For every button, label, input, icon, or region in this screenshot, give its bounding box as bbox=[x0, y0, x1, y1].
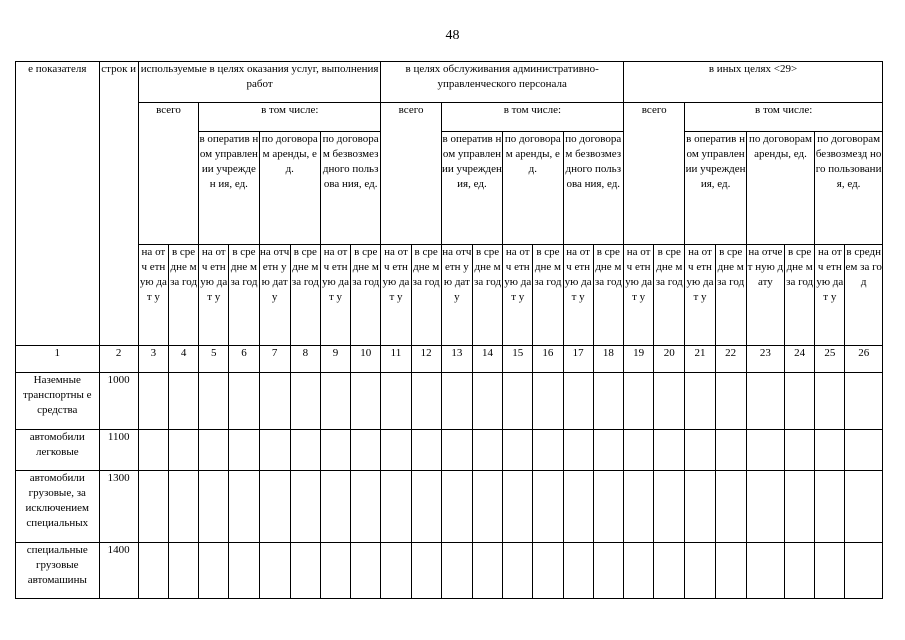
value-cell[interactable] bbox=[624, 471, 654, 543]
value-cell[interactable] bbox=[472, 543, 502, 599]
value-cell[interactable] bbox=[351, 373, 381, 430]
value-cell[interactable] bbox=[815, 543, 845, 599]
value-cell[interactable] bbox=[259, 543, 290, 599]
value-cell[interactable] bbox=[654, 430, 685, 471]
value-cell[interactable] bbox=[563, 471, 593, 543]
value-cell[interactable] bbox=[138, 471, 168, 543]
value-cell[interactable] bbox=[472, 430, 502, 471]
header-operational-b: в оператив ном управлен ии учрежден ия, ед. bbox=[441, 132, 502, 245]
value-cell[interactable] bbox=[533, 471, 563, 543]
column-number: 2 bbox=[99, 346, 138, 373]
header-operational-a: в оператив ном управлен ии учрежден ия, ед. bbox=[199, 132, 259, 245]
value-cell[interactable] bbox=[654, 373, 685, 430]
value-cell[interactable] bbox=[685, 430, 715, 471]
header-report-date: на отч етн ую дат у bbox=[199, 245, 229, 346]
header-avg-year: в сре дне м за год bbox=[290, 245, 320, 346]
header-avg-year: в сре дне м за год bbox=[411, 245, 441, 346]
column-number: 6 bbox=[229, 346, 259, 373]
row-code: 1300 bbox=[99, 471, 138, 543]
value-cell[interactable] bbox=[503, 471, 533, 543]
value-cell[interactable] bbox=[533, 430, 563, 471]
value-cell[interactable] bbox=[685, 471, 715, 543]
column-number: 13 bbox=[441, 346, 472, 373]
value-cell[interactable] bbox=[746, 373, 784, 430]
row-name: Наземные транспортны е средства bbox=[16, 373, 100, 430]
header-group-services: используемые в целях оказания услуг, выполнения работ bbox=[138, 62, 381, 103]
table-row bbox=[16, 430, 883, 471]
header-total-c: всего bbox=[624, 103, 685, 245]
column-number: 3 bbox=[138, 346, 168, 373]
column-number: 17 bbox=[563, 346, 593, 373]
value-cell[interactable] bbox=[411, 471, 441, 543]
value-cell[interactable] bbox=[715, 543, 746, 599]
header-avg-year: в сре дне м за год bbox=[168, 245, 198, 346]
header-report-date: на отч етн ую дат у bbox=[381, 245, 411, 346]
value-cell[interactable] bbox=[259, 373, 290, 430]
value-cell[interactable] bbox=[168, 430, 198, 471]
row-code: 1100 bbox=[99, 430, 138, 471]
table-row bbox=[16, 543, 883, 599]
column-number: 16 bbox=[533, 346, 563, 373]
header-indicator: е показателя bbox=[16, 62, 100, 346]
header-lease-c: по договорам аренды, ед. bbox=[746, 132, 814, 245]
header-avg-year: в сре дне м за год bbox=[472, 245, 502, 346]
header-report-date: на отч етн ую дат у bbox=[624, 245, 654, 346]
value-cell[interactable] bbox=[563, 430, 593, 471]
value-cell[interactable] bbox=[351, 471, 381, 543]
value-cell[interactable] bbox=[746, 543, 784, 599]
value-cell[interactable] bbox=[785, 430, 815, 471]
value-cell[interactable] bbox=[785, 373, 815, 430]
row-code: 1400 bbox=[99, 543, 138, 599]
header-report-date: на отч етн ую дат у bbox=[503, 245, 533, 346]
value-cell[interactable] bbox=[503, 430, 533, 471]
value-cell[interactable] bbox=[168, 471, 198, 543]
value-cell[interactable] bbox=[320, 471, 350, 543]
value-cell[interactable] bbox=[785, 471, 815, 543]
value-cell[interactable] bbox=[563, 543, 593, 599]
column-number: 23 bbox=[746, 346, 784, 373]
value-cell[interactable] bbox=[746, 471, 784, 543]
header-report-date: на отчет ную дату bbox=[746, 245, 784, 346]
value-cell[interactable] bbox=[715, 430, 746, 471]
value-cell[interactable] bbox=[654, 543, 685, 599]
header-lease-a: по договора м аренды, ед. bbox=[259, 132, 320, 245]
column-number: 1 bbox=[16, 346, 100, 373]
header-report-date: на отч етн ую дат у bbox=[685, 245, 715, 346]
value-cell[interactable] bbox=[593, 471, 623, 543]
column-number: 19 bbox=[624, 346, 654, 373]
column-number: 5 bbox=[199, 346, 229, 373]
header-avg-year: в сре дне м за год bbox=[351, 245, 381, 346]
value-cell[interactable] bbox=[229, 430, 259, 471]
header-lease-b: по договора м аренды, ед. bbox=[503, 132, 563, 245]
value-cell[interactable] bbox=[351, 543, 381, 599]
value-cell[interactable] bbox=[381, 430, 411, 471]
value-cell[interactable] bbox=[351, 430, 381, 471]
column-number: 26 bbox=[845, 346, 883, 373]
header-avg-year: в сре дне м за год bbox=[593, 245, 623, 346]
header-avg-year: в средн ем за год bbox=[845, 245, 883, 346]
value-cell[interactable] bbox=[138, 543, 168, 599]
header-report-date: на отч етн ую дат у bbox=[259, 245, 290, 346]
value-cell[interactable] bbox=[290, 430, 320, 471]
header-report-date: на отч етн ую дат у bbox=[320, 245, 350, 346]
value-cell[interactable] bbox=[441, 373, 472, 430]
value-cell[interactable] bbox=[503, 373, 533, 430]
value-cell[interactable] bbox=[472, 471, 502, 543]
column-number: 10 bbox=[351, 346, 381, 373]
column-number: 22 bbox=[715, 346, 746, 373]
header-row-code: строк и bbox=[99, 62, 138, 346]
header-report-date: на отч етн ую дат у bbox=[441, 245, 472, 346]
header-avg-year: в сре дне м за год bbox=[785, 245, 815, 346]
row-name: специальные грузовые автомашины bbox=[16, 543, 100, 599]
value-cell[interactable] bbox=[441, 471, 472, 543]
value-cell[interactable] bbox=[259, 471, 290, 543]
header-total-a: всего bbox=[138, 103, 198, 245]
header-including-a: в том числе: bbox=[199, 103, 381, 132]
header-report-date: на отч етн ую дат у bbox=[563, 245, 593, 346]
value-cell[interactable] bbox=[563, 373, 593, 430]
value-cell[interactable] bbox=[785, 543, 815, 599]
header-total-b: всего bbox=[381, 103, 441, 245]
value-cell[interactable] bbox=[815, 373, 845, 430]
header-free-use-c: по договорам безвозмезд ного пользовани я, ед. bbox=[815, 132, 883, 245]
column-number: 24 bbox=[785, 346, 815, 373]
value-cell[interactable] bbox=[381, 373, 411, 430]
value-cell[interactable] bbox=[199, 430, 229, 471]
value-cell[interactable] bbox=[411, 373, 441, 430]
header-group-other: в иных целях <29> bbox=[624, 62, 883, 103]
column-number: 20 bbox=[654, 346, 685, 373]
header-including-c: в том числе: bbox=[685, 103, 883, 132]
column-number: 14 bbox=[472, 346, 502, 373]
header-report-date: на отч етн ую дат у bbox=[138, 245, 168, 346]
value-cell[interactable] bbox=[624, 373, 654, 430]
value-cell[interactable] bbox=[259, 430, 290, 471]
header-avg-year: в сре дне м за год bbox=[715, 245, 746, 346]
value-cell[interactable] bbox=[815, 471, 845, 543]
value-cell[interactable] bbox=[624, 430, 654, 471]
value-cell[interactable] bbox=[685, 543, 715, 599]
value-cell[interactable] bbox=[593, 430, 623, 471]
value-cell[interactable] bbox=[199, 373, 229, 430]
value-cell[interactable] bbox=[815, 430, 845, 471]
column-number: 21 bbox=[685, 346, 715, 373]
value-cell[interactable] bbox=[138, 430, 168, 471]
header-avg-year: в сре дне м за год bbox=[533, 245, 563, 346]
value-cell[interactable] bbox=[320, 543, 350, 599]
value-cell[interactable] bbox=[138, 373, 168, 430]
value-cell[interactable] bbox=[845, 430, 883, 471]
value-cell[interactable] bbox=[229, 471, 259, 543]
value-cell[interactable] bbox=[441, 430, 472, 471]
header-group-admin: в целях обслуживания административно-управленческого персонала bbox=[381, 62, 624, 103]
header-free-use-a: по договора м безвозмез дного пользова ния, ед. bbox=[320, 132, 380, 245]
value-cell[interactable] bbox=[411, 430, 441, 471]
column-number: 12 bbox=[411, 346, 441, 373]
value-cell[interactable] bbox=[624, 543, 654, 599]
value-cell[interactable] bbox=[533, 543, 563, 599]
column-number: 9 bbox=[320, 346, 350, 373]
header-report-date: на отч етн ую дат у bbox=[815, 245, 845, 346]
value-cell[interactable] bbox=[746, 430, 784, 471]
header-operational-c: в оператив ном управлен ии учрежден ия, ед. bbox=[685, 132, 746, 245]
value-cell[interactable] bbox=[290, 543, 320, 599]
column-number: 4 bbox=[168, 346, 198, 373]
column-number: 25 bbox=[815, 346, 845, 373]
value-cell[interactable] bbox=[654, 471, 685, 543]
value-cell[interactable] bbox=[593, 373, 623, 430]
row-code: 1000 bbox=[99, 373, 138, 430]
header-free-use-b: по договора м безвозмез дного пользова ния, ед. bbox=[563, 132, 623, 245]
value-cell[interactable] bbox=[472, 373, 502, 430]
header-avg-year: в сре дне м за год bbox=[229, 245, 259, 346]
column-number: 11 bbox=[381, 346, 411, 373]
assets-table bbox=[15, 61, 883, 599]
value-cell[interactable] bbox=[845, 543, 883, 599]
value-cell[interactable] bbox=[168, 373, 198, 430]
column-number: 7 bbox=[259, 346, 290, 373]
value-cell[interactable] bbox=[229, 543, 259, 599]
value-cell[interactable] bbox=[320, 430, 350, 471]
value-cell[interactable] bbox=[411, 543, 441, 599]
value-cell[interactable] bbox=[533, 373, 563, 430]
value-cell[interactable] bbox=[715, 373, 746, 430]
column-number: 18 bbox=[593, 346, 623, 373]
value-cell[interactable] bbox=[593, 543, 623, 599]
value-cell[interactable] bbox=[199, 471, 229, 543]
value-cell[interactable] bbox=[381, 471, 411, 543]
table-row bbox=[16, 471, 883, 543]
value-cell[interactable] bbox=[199, 543, 229, 599]
row-name: автомобили легковые bbox=[16, 430, 100, 471]
row-name: автомобили грузовые, за исключением специальных bbox=[16, 471, 100, 543]
table-row bbox=[16, 373, 883, 430]
header-avg-year: в сре дне м за год bbox=[654, 245, 685, 346]
page-number: 48 bbox=[445, 28, 460, 43]
value-cell[interactable] bbox=[715, 471, 746, 543]
value-cell[interactable] bbox=[290, 373, 320, 430]
column-number: 15 bbox=[503, 346, 533, 373]
header-including-b: в том числе: bbox=[441, 103, 623, 132]
value-cell[interactable] bbox=[845, 471, 883, 543]
value-cell[interactable] bbox=[320, 373, 350, 430]
value-cell[interactable] bbox=[290, 471, 320, 543]
value-cell[interactable] bbox=[845, 373, 883, 430]
column-number: 8 bbox=[290, 346, 320, 373]
value-cell[interactable] bbox=[441, 543, 472, 599]
value-cell[interactable] bbox=[503, 543, 533, 599]
value-cell[interactable] bbox=[685, 373, 715, 430]
value-cell[interactable] bbox=[168, 543, 198, 599]
value-cell[interactable] bbox=[229, 373, 259, 430]
value-cell[interactable] bbox=[381, 543, 411, 599]
